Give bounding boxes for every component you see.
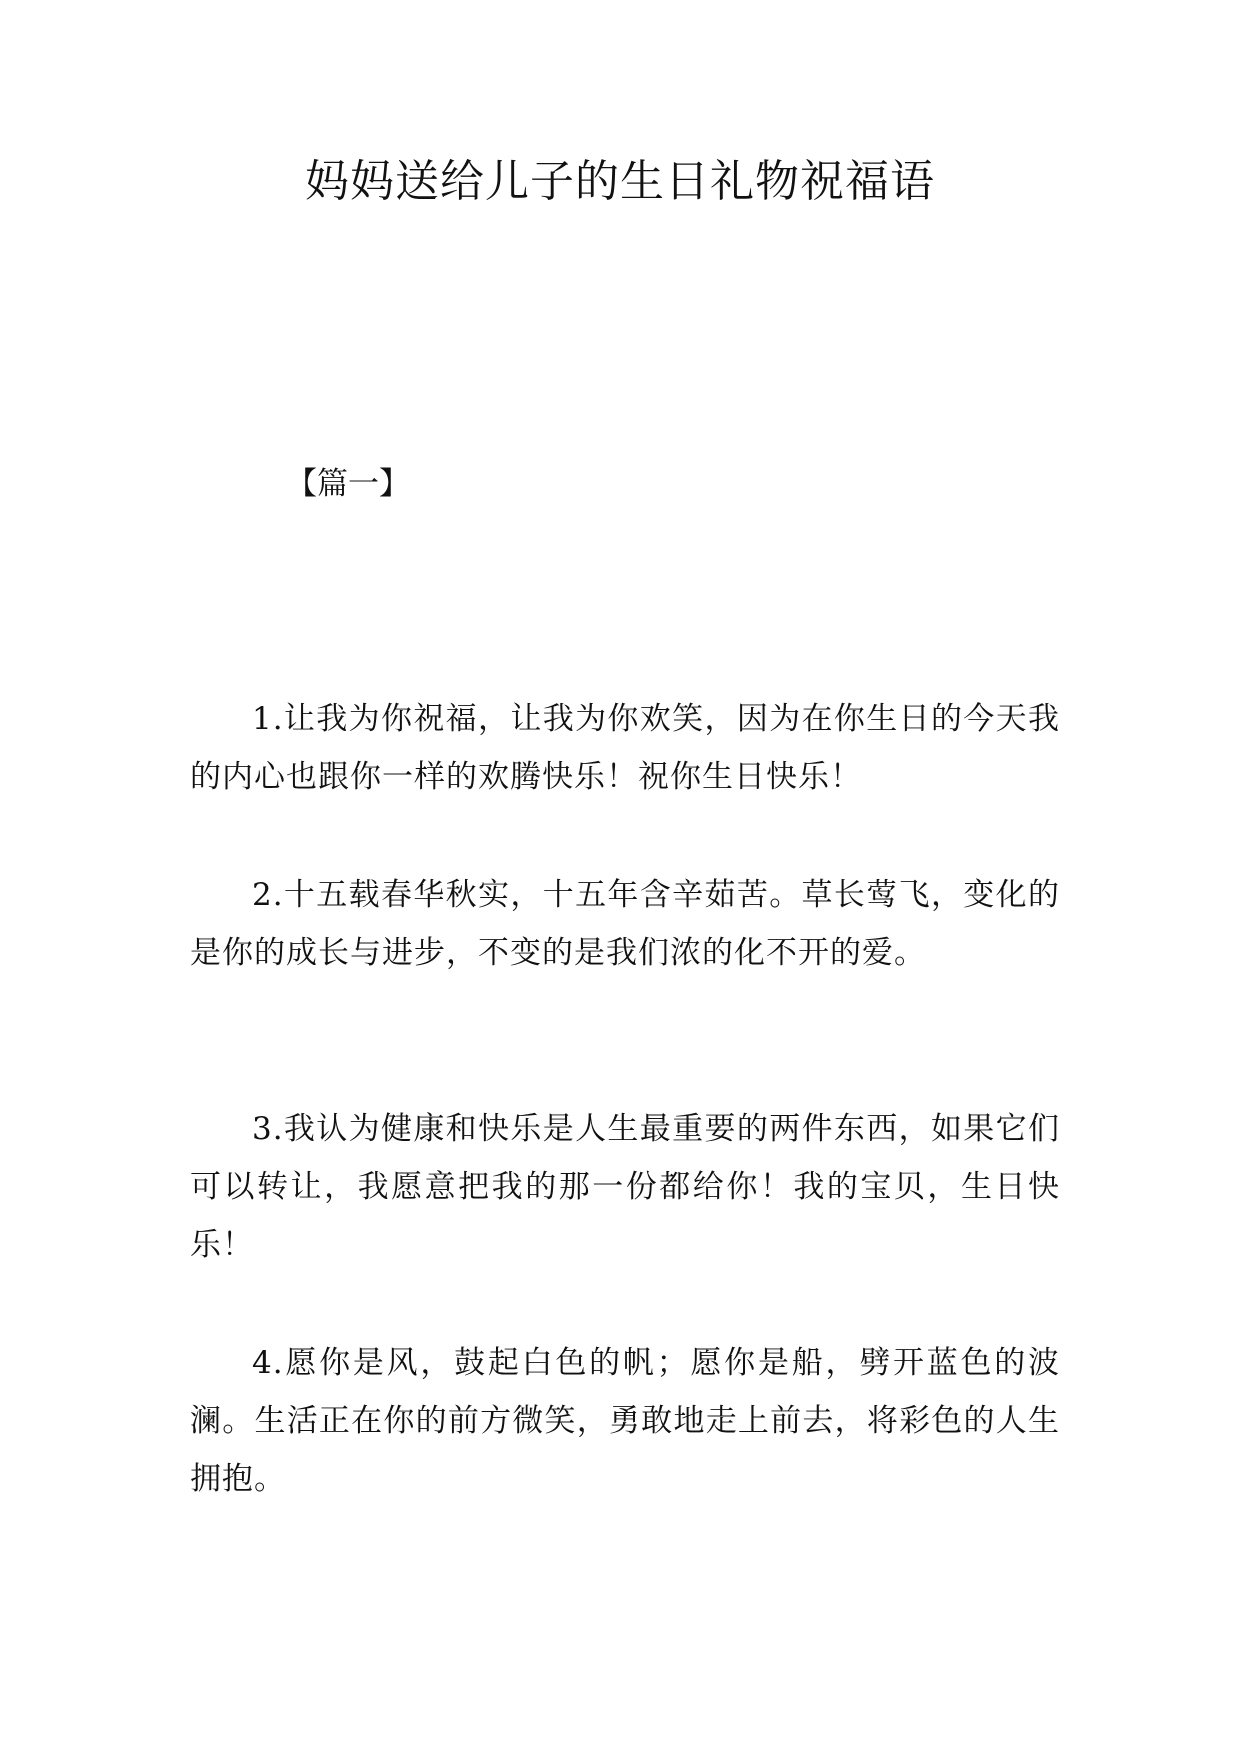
document-title: 妈妈送给儿子的生日礼物祝福语 (305, 156, 935, 207)
paragraph-3: 3.我认为健康和快乐是人生最重要的两件东西，如果它们可以转让，我愿意把我的那一份都给你！我的宝贝，生日快乐！ (190, 1111, 1060, 1263)
paragraph-4: 4.愿你是风，鼓起白色的帆；愿你是船，劈开蓝色的波澜。生活正在你的前方微笑，勇敢地走上前去，将彩色的人生拥抱。 (190, 1345, 1060, 1497)
paragraph-2: 2.十五载春华秋实，十五年含辛茹苦。草长莺飞，变化的是你的成长与进步，不变的是我们浓的化不开的爱。 (190, 877, 1060, 971)
section-heading: 【篇一】 (286, 466, 410, 502)
paragraph-1: 1.让我为你祝福，让我为你欢笑，因为在你生日的今天我的内心也跟你一样的欢腾快乐！祝你生日快乐！ (190, 701, 1060, 795)
